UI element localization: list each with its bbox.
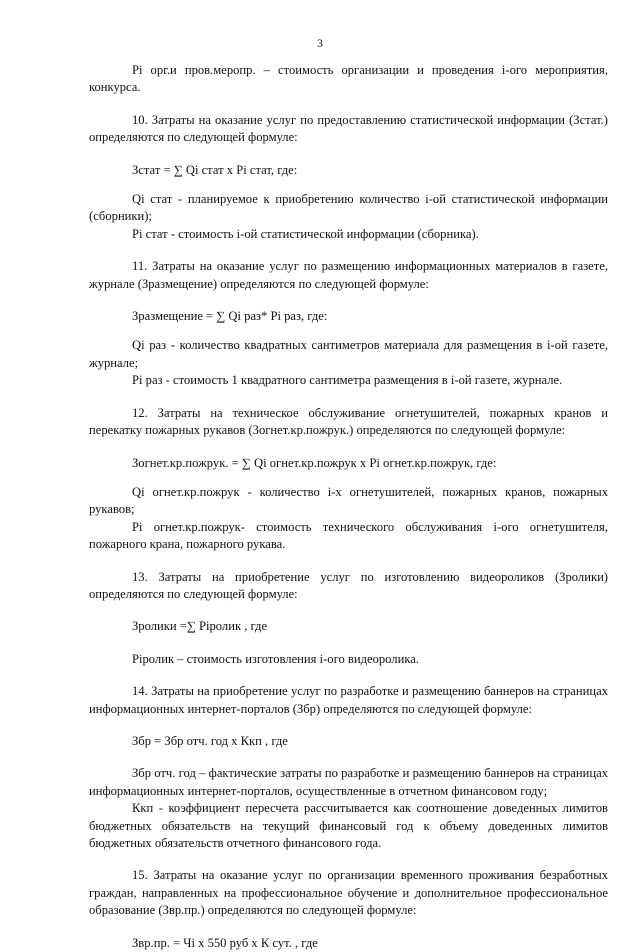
formula-12: Зогнет.кр.пожрук. = ∑ Qi огнет.кр.пожрук х Pi огнет.кр.пожрук, где: <box>132 455 497 470</box>
paragraph-15-heading: 15. Затраты на оказание услуг по организации временного проживания безработных граждан, направленных на профессиональное обучение и дополнительное профессиональное образование (Звр.пр.) определяются по следующей формуле: <box>89 868 608 918</box>
paragraph-11-heading: 11. Затраты на оказание услуг по размещению информационных материалов в газете, журнале (Зразмещение) определяются по следующей формуле: <box>89 259 608 291</box>
paragraph-13-heading: 13. Затраты на приобретение услуг по изготовлению видеороликов (Зролики) определяются по следующей формуле: <box>89 569 608 601</box>
paragraph-pi-org: Pi орг.и пров.меропр. – стоимость организации и проведения i-ого мероприятия, конкурса. <box>89 63 608 95</box>
definition-pi-rolik: Piролик – стоимость изготовления i-ого видеоролика. <box>132 651 419 666</box>
definition-pi-stat: Pi стат - стоимость i-ой статистической информации (сборника). <box>132 226 479 241</box>
paragraph-12-heading: 12. Затраты на техническое обслуживание огнетушителей, пожарных кранов и перекатку пожарных рукавов (Зогнет.кр.пожрук.) определяются по следующей формуле: <box>89 405 608 438</box>
formula-10: Зстат = ∑ Qi стат х Pi стат, где: <box>132 162 298 177</box>
document-body <box>89 62 608 952</box>
formula-11: Зразмещение = ∑ Qi раз* Pi раз, где: <box>132 309 328 324</box>
definition-pi-ognet: Pi огнет.кр.пожрук- стоимость технического обслуживания i-ого огнетушителя, пожарного крана, пожарного рукава. <box>89 519 608 552</box>
definition-kkp: Ккп - коэффициент пересчета рассчитывается как соотношение доведенных лимитов бюджетных обязательств на текущий финансовый год к объему доведенных лимитов бюджетных обязательств отчетного финансового года. <box>89 801 608 850</box>
definition-qi-raz: Qi раз - количество квадратных сантиметров материала для размещения в i-ой газете, журнале; <box>89 338 608 370</box>
definition-qi-stat: Qi стат - планируемое к приобретению количество i-ой статистической информации (сборники); <box>89 192 608 224</box>
formula-13: Зролики =∑ Piролик , где <box>132 619 268 634</box>
definition-qi-ognet: Qi огнет.кр.пожрук - количество i-х огнетушителей, пожарных кранов, пожарных рукавов; <box>89 484 608 517</box>
paragraph-14-heading: 14. Затраты на приобретение услуг по разработке и размещению баннеров на страницах информационных интернет-порталов (Збр) определяются по следующей формуле: <box>89 684 608 716</box>
page-number: 3 <box>317 38 323 50</box>
formula-14: Збр = Збр отч. год х Ккп , где <box>132 733 288 748</box>
paragraph-10-heading: 10. Затраты на оказание услуг по предоставлению статистической информации (Зстат.) определяются по следующей формуле: <box>89 112 608 145</box>
formula-15: Звр.пр. = Чi х 550 руб х К сут. , где <box>132 935 318 950</box>
definition-pi-raz: Pi раз - стоимость 1 квадратного сантиметра размещения в i-ой газете, журнале. <box>132 373 563 388</box>
definition-zbr-otch: Збр отч. год – фактические затраты по разработке и размещению баннеров на страницах информационных интернет-порталов, осуществленные в отчетном финансовом году; <box>89 766 608 798</box>
